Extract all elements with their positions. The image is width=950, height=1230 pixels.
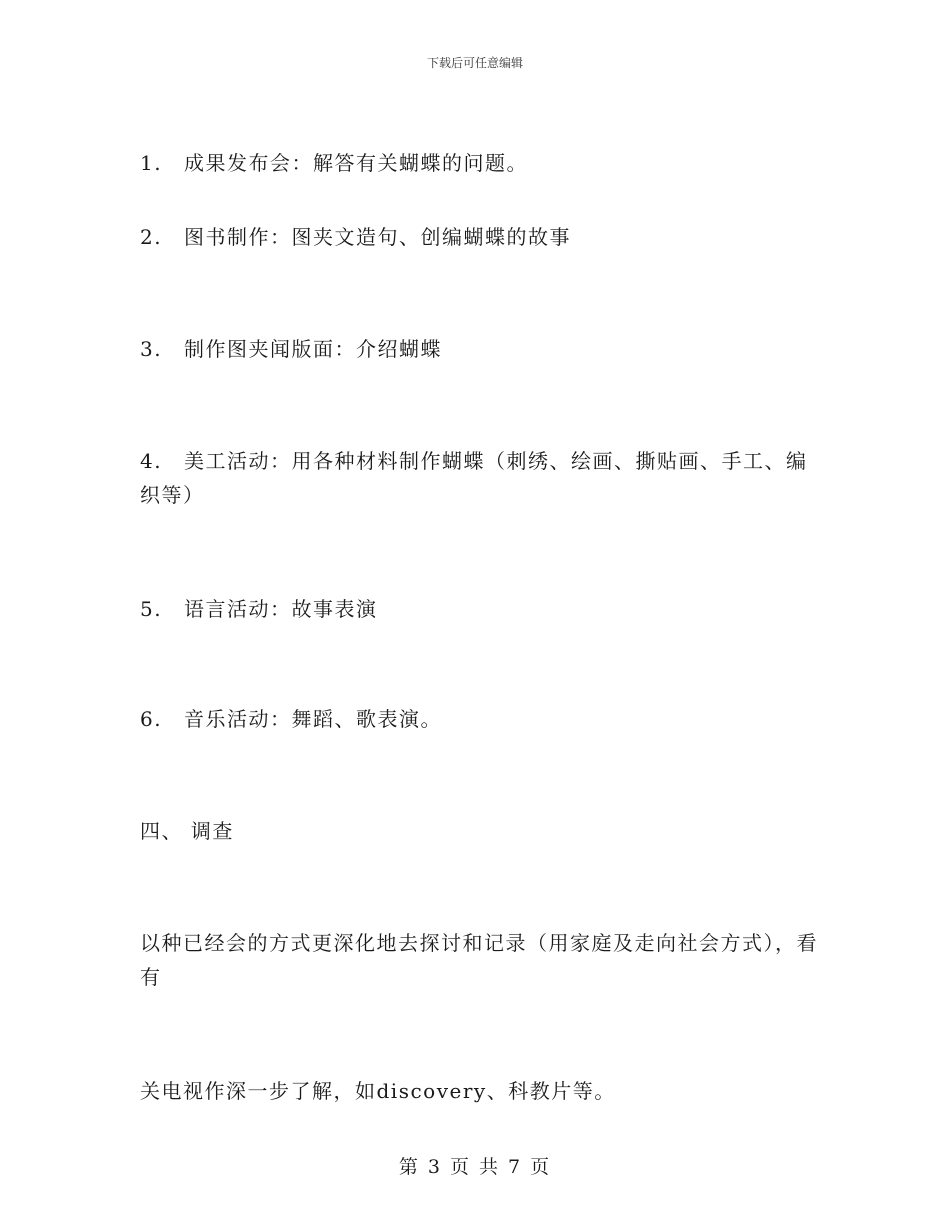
list-item-number: 6.	[140, 707, 163, 731]
footer-suffix: 页	[530, 1156, 552, 1178]
page-footer	[0, 1152, 950, 1179]
list-item-number: 3.	[140, 337, 163, 361]
footer-total-pages: 7	[508, 1156, 523, 1178]
footer-middle: 页 共	[449, 1156, 501, 1178]
list-item-number: 4.	[140, 449, 163, 473]
list-item-6	[140, 702, 820, 736]
section-paragraph-2: 关电视作深一步了解，如discovery、科教片等。	[140, 1079, 616, 1103]
footer-prefix: 第	[398, 1156, 420, 1178]
list-item-2	[140, 220, 820, 254]
section-heading: 四、 调查	[140, 819, 234, 843]
list-item-number: 5.	[140, 597, 163, 621]
list-item-number: 2.	[140, 225, 163, 249]
list-item-5	[140, 592, 820, 626]
footer-page-number: 3	[427, 1156, 442, 1178]
header-note: 下载后可任意编辑	[426, 56, 523, 70]
list-item-text: 音乐活动：舞蹈、歌表演。	[184, 707, 442, 731]
section-paragraph-1: 以种已经会的方式更深化地去探讨和记录（用家庭及走向社会方式），看有	[140, 931, 818, 989]
list-item-4	[140, 444, 820, 512]
list-item-3	[140, 332, 820, 366]
list-item-text: 制作图夹闻版面：介绍蝴蝶	[184, 337, 442, 361]
list-item-1	[140, 146, 820, 180]
list-item-number: 1.	[140, 151, 163, 175]
list-item-text: 图书制作：图夹文造句、创编蝴蝶的故事	[184, 225, 571, 249]
list-item-text: 美工活动：用各种材料制作蝴蝶（刺绣、绘画、撕贴画、手工、编织等）	[140, 449, 808, 507]
list-item-text: 语言活动：故事表演	[184, 597, 378, 621]
list-item-text: 成果发布会：解答有关蝴蝶的问题。	[184, 151, 528, 175]
